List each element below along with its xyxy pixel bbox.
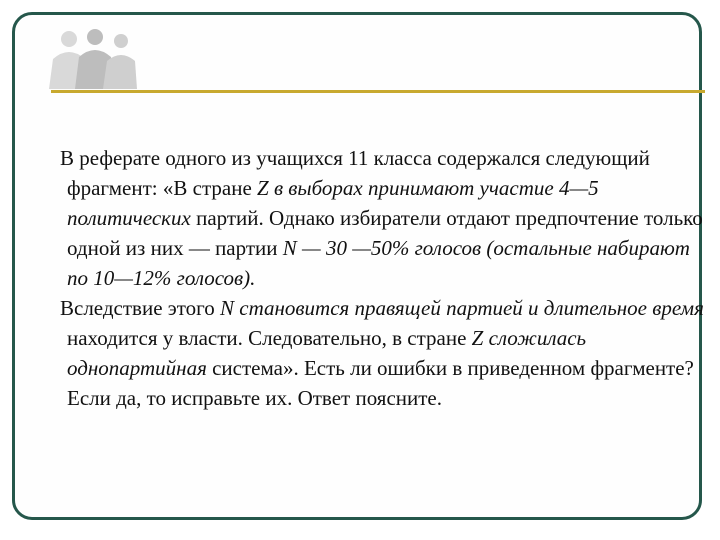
italic-segment: N становится правящей партией и длительное время: [220, 296, 704, 320]
text-segment: Вследствие этого: [60, 296, 221, 320]
italic-segment: Z в выборах принимают участие 4—5 политических: [67, 176, 599, 230]
italic-segment: Z сложилась однопартийная: [67, 326, 587, 380]
slide-body: [55, 143, 715, 413]
header-rule: [51, 90, 705, 93]
text-segment: система». Есть ли ошибки в приведенном фрагменте? Если да, то исправьте их. Ответ поясните.: [67, 356, 694, 410]
slide-frame: [12, 12, 702, 520]
paragraph-2: [55, 293, 715, 413]
italic-segment: N — 30 —50% голосов (остальные набирают по 10—12% голосов).: [67, 236, 690, 290]
text-segment: находится у власти. Следовательно, в стране: [67, 326, 472, 350]
text-segment: В реферате одного из учащихся 11 класса содержался следующий фрагмент: «В стране: [60, 146, 650, 200]
people-silhouette-icon: [43, 29, 139, 98]
paragraph-1: [55, 143, 715, 293]
text-segment: партий. Однако избиратели отдают предпочтение только одной из них — партии: [67, 206, 703, 260]
